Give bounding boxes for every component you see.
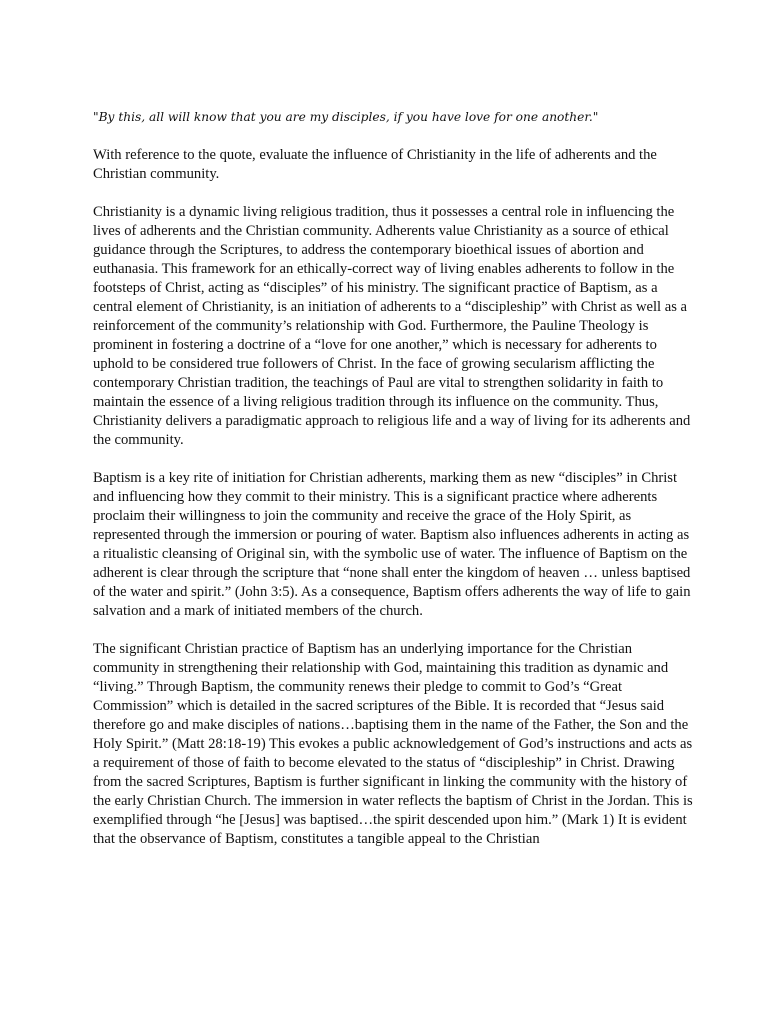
- paragraph-baptism-community: The significant Christian practice of Baptism has an underlying importance for the Christian community in strengthening their relationship with God, maintaining this tradition as dynamic and “living.” Through Baptism, the community renews their pledge to commit to God’s “Great Commission” which is detailed in the sacred scriptures of the Bible. It is recorded that “Jesus said therefore go and make disciples of nations…baptising them in the name of the Father, the Son and the Holy Spirit.” (Matt 28:18-19) This evokes a public acknowledgement of God’s instructions and acts as a requirement of those of faith to become elevated to the status of “discipleship” in Christ. Drawing from the sacred Scriptures, Baptism is further significant in linking the community with the history of the early Christian Church. The immersion in water reflects the baptism of Christ in the Jordan. This is exemplified through “he [Jesus] was baptised…the spirit descended upon him.” (Mark 1) It is evident that the observance of Baptism, constitutes a tangible appeal to the Christian: [93, 641, 693, 847]
- paragraph-baptism-adherents: Baptism is a key rite of initiation for Christian adherents, marking them as new “disciples” in Christ and influencing how they commit to their ministry. This is a significant practice where adherents proclaim their willingness to join the community and receive the grace of the Holy Spirit, as represented through the immersion or pouring of water. Baptism also influences adherents in acting as a ritualistic cleansing of Original sin, with the symbolic use of water. The influence of Baptism on the adherent is clear through the scripture that “none shall enter the kingdom of heaven … unless baptised of the water and spirit.” (John 3:5). As a consequence, Baptism offers adherents the way of life to gain salvation and a mark of initiated members of the church.: [93, 470, 691, 619]
- essay-question: With reference to the quote, evaluate the influence of Christianity in the life of adherents and the Christian community.: [93, 147, 657, 182]
- epigraph-quote: "By this, all will know that you are my disciples, if you have love for one another.": [93, 110, 599, 124]
- paragraph-introduction: Christianity is a dynamic living religious tradition, thus it possesses a central role in influencing the lives of adherents and the Christian community. Adherents value Christianity as a source of ethical guidance through the Scriptures, to address the contemporary bioethical issues of abortion and euthanasia. This framework for an ethically-correct way of living enables adherents to follow in the footsteps of Christ, acting as “disciples” of his ministry. The significant practice of Baptism, as a central element of Christianity, is an initiation of adherents to a “discipleship” with Christ as well as a reinforcement of the community’s relationship with God. Furthermore, the Pauline Theology is prominent in fostering a doctrine of a “love for one another,” which is necessary for adherents to uphold to be considered true followers of Christ. In the face of growing secularism afflicting the contemporary Christian tradition, the teachings of Paul are vital to strengthen solidarity in faith to maintain the essence of a living religious tradition through its influence on the community. Thus, Christianity delivers a paradigmatic approach to religious life and a way of living for its adherents and the community.: [93, 204, 691, 448]
